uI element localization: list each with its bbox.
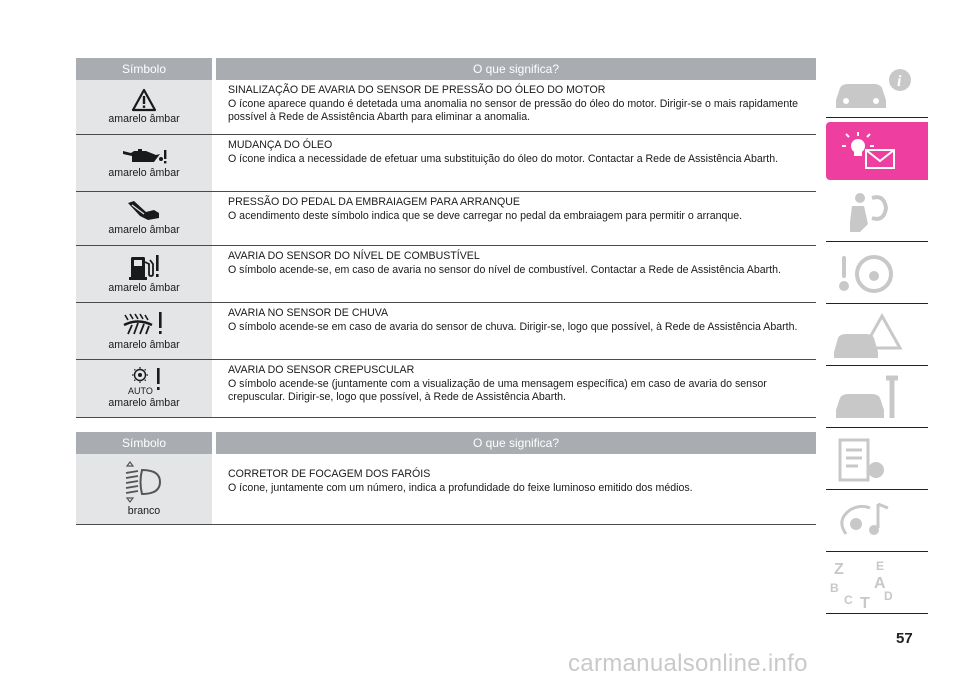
symbol-cell	[76, 135, 212, 191]
row-title: SINALIZAÇÃO DE AVARIA DO SENSOR DE PRESSÃO DO ÓLEO DO MOTOR	[228, 84, 606, 96]
index-letter: Z	[834, 561, 844, 578]
svg-text:i: i	[897, 73, 902, 90]
row-title: AVARIA DO SENSOR CREPUSCULAR	[228, 364, 415, 376]
maintenance-car-icon	[826, 370, 928, 428]
color-label: amarelo âmbar	[108, 338, 180, 351]
row-text: O símbolo acende-se (juntamente com a visualização de uma mensagem específica) em caso de avaria do sensor crepuscular. Dirigir-se, logo que possível, à Rede de Assistência Abarth.	[228, 377, 767, 404]
nav-safety[interactable]	[826, 184, 928, 242]
table-row	[76, 360, 816, 418]
row-text: O ícone aparece quando é detetada uma anomalia no sensor de pressão do óleo do motor. Dirigir-se o mais rapidamente possível à Rede de Assistência Abarth para eliminar a anomalia.	[228, 97, 799, 124]
fuel-sensor-icon	[126, 253, 162, 281]
nav-car-info[interactable]	[826, 60, 928, 118]
safety-airbag-icon	[826, 184, 928, 242]
warning-triangle-icon	[131, 88, 157, 112]
row-text: O acendimento deste símbolo indica que se deve carregar no pedal da embraiagem para permitir o arranque.	[228, 209, 743, 222]
oil-change-icon	[120, 146, 168, 166]
row-text: O ícone indica a necessidade de efetuar uma substituição do óleo do motor. Contactar a Rede de Assistência Abarth.	[228, 152, 779, 165]
steering-wheel-key-icon	[826, 246, 928, 304]
color-label: amarelo âmbar	[108, 397, 180, 409]
rain-sensor-icon	[122, 310, 166, 338]
color-label: amarelo âmbar	[108, 281, 180, 294]
page-number: 57	[896, 630, 913, 647]
table-row	[76, 246, 816, 303]
warning-lights-messages-icon	[826, 122, 928, 180]
row-title: PRESSÃO DO PEDAL DA EMBRAIAGEM PARA ARRANQUE	[228, 196, 520, 208]
watermark: carmanualsonline.info	[568, 650, 808, 677]
description	[216, 360, 816, 417]
index-letter: C	[844, 593, 853, 607]
index-letter: T	[860, 595, 870, 612]
symbol-cell	[76, 360, 212, 417]
header-symbol: Símbolo	[121, 436, 167, 450]
car-info-icon	[826, 60, 928, 118]
nav-index[interactable]	[826, 556, 928, 614]
table-row	[76, 80, 816, 135]
table-row	[76, 192, 816, 246]
nav-emergency[interactable]	[826, 308, 928, 366]
symbols-table-1	[76, 58, 816, 418]
index-letter: D	[884, 589, 893, 603]
nav-multimedia[interactable]	[826, 494, 928, 552]
symbol-cell	[76, 303, 212, 359]
nav-starting-driving[interactable]	[826, 246, 928, 304]
clutch-pedal-icon	[124, 199, 164, 223]
color-label: amarelo âmbar	[108, 112, 180, 125]
index-letter: B	[830, 581, 839, 595]
row-title: AVARIA NO SENSOR DE CHUVA	[228, 307, 389, 319]
header-meaning: O que significa?	[472, 436, 560, 450]
nav-warning-lights-messages[interactable]	[826, 122, 928, 180]
color-label: amarelo âmbar	[108, 166, 180, 179]
symbol-cell	[76, 80, 212, 134]
row-title: CORRETOR DE FOCAGEM DOS FARÓIS	[228, 468, 431, 480]
emergency-car-icon	[826, 308, 928, 366]
symbols-table-2	[76, 432, 816, 525]
description	[216, 303, 816, 359]
auto-text: AUTO	[128, 386, 153, 396]
index-letter: E	[876, 559, 885, 573]
row-text: O símbolo acende-se em caso de avaria do sensor de chuva. Dirigir-se, logo que possível, à Rede de Assistência Abarth.	[228, 320, 798, 333]
color-label: branco	[127, 504, 161, 517]
symbol-cell	[76, 246, 212, 302]
symbol-cell	[76, 454, 212, 524]
row-text: O símbolo acende-se, em caso de avaria no sensor do nível de combustível. Contactar a Rede de Assistência Abarth.	[228, 263, 781, 276]
headlight-leveling-icon	[122, 460, 166, 504]
row-title: AVARIA DO SENSOR DO NÍVEL DE COMBUSTÍVEL	[228, 250, 480, 262]
description	[216, 454, 816, 524]
multimedia-icon	[826, 494, 928, 552]
technical-data-icon	[826, 432, 928, 490]
nav-technical-data[interactable]	[826, 432, 928, 490]
header-meaning: O que significa?	[472, 62, 560, 76]
row-text: O ícone, juntamente com um número, indica a profundidade do feixe luminoso emitido dos médios.	[228, 481, 693, 494]
twilight-sensor-icon	[124, 366, 164, 396]
description	[216, 246, 816, 302]
color-label: amarelo âmbar	[108, 224, 180, 236]
description	[216, 192, 816, 245]
row-title: MUDANÇA DO ÓLEO	[228, 139, 333, 151]
description	[216, 80, 816, 134]
header-symbol: Símbolo	[121, 62, 167, 76]
table-row	[76, 135, 816, 192]
symbol-cell	[76, 192, 212, 245]
table-row	[76, 303, 816, 360]
table-header	[76, 58, 816, 80]
index-letter: A	[874, 575, 886, 592]
table-row	[76, 454, 816, 525]
table-header	[76, 432, 816, 454]
description	[216, 135, 816, 191]
nav-maintenance[interactable]	[826, 370, 928, 428]
alphabetical-index-icon	[826, 556, 928, 614]
